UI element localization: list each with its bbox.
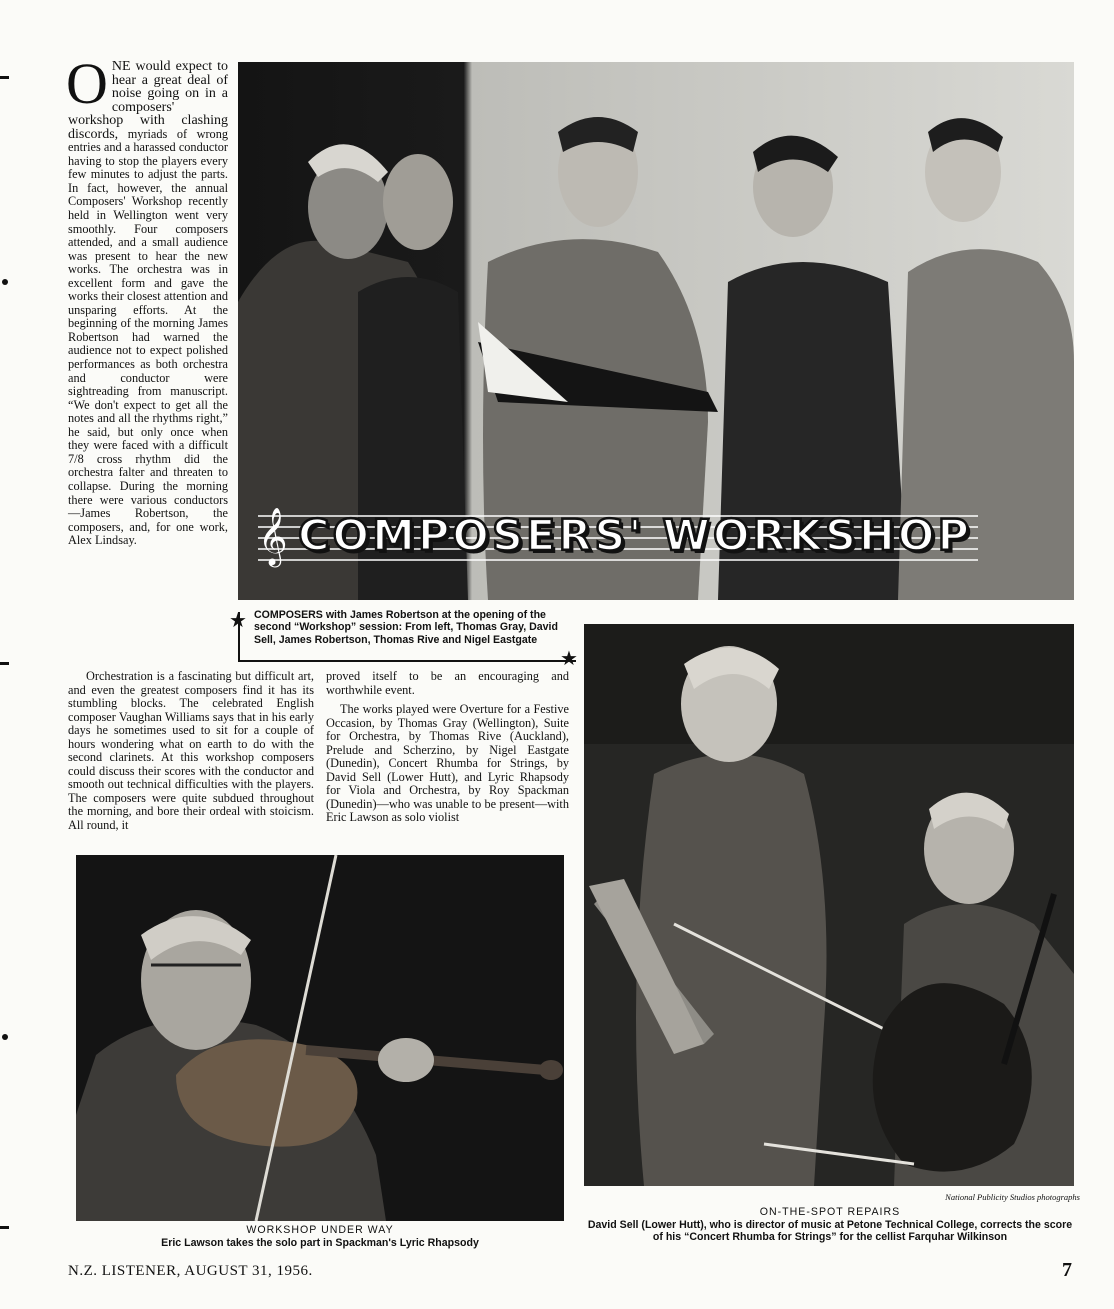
caption-text: Eric Lawson takes the solo part in Spackman's Lyric Rhapsody — [161, 1236, 479, 1249]
star-icon: ★ — [229, 608, 247, 632]
drop-cap: O — [66, 51, 108, 116]
body-paragraph: Orchestration is a fascinating but difficult art, and even the greatest composers find it has its stumbling blocks. The celebrated English composer Vaughan Williams says that in his early days he sometimes used to sit for a couple of hours wondering what on earth to do with the second clarinets. At this workshop composers could discuss their scores with the conductor and smooth out technical difficulties with the players. The composers were quite subdued throughout the morning, and bore their ordeal with stoicism. All round, it — [68, 669, 314, 833]
headline: COMPOSERS' WORKSHOP — [298, 511, 972, 561]
margin-mark — [0, 76, 9, 79]
margin-mark — [2, 279, 8, 285]
margin-mark — [2, 1034, 8, 1040]
treble-clef-icon: 𝄞 — [258, 507, 288, 565]
body-paragraph: proved itself to be an encouraging and worthwhile event. — [326, 669, 569, 697]
body-paragraph: The works played were Overture for a Festive Occasion, by Thomas Gray (Wellington), Suite for Orchestra, by Thomas Rive (Auckland), Prelude and Scherzino, by Nigel Eastgate (Dunedin), Concert Rhumba for Strings, by David Sell (Lower Hutt), and Lyric Rhapsody for Viola and Orchestra, by Roy Spackman (Dunedin)—who was unable to be present—with Eric Lawson as solo violist — [326, 702, 569, 825]
intro-text: myriads of wrong entries and a harassed conductor having to stop the players every few minutes to adjust the parts. In fact, however, the annual Composers' Workshop recently held in Wellington went very smoothly. Four composers attended, and a small audience was present to hear the new works. The orchestra was in excellent form and gave the works their closest attention and unsparing efforts. At the beginning of the morning James Robertson had warned the audience not to expect polished performances as both orchestra and conductor were sightreading from manuscript. “We don't expect to get all the notes and all the rhythms right,” he said, but only once when they were faced with a difficult 7/8 cross rhythm did the orchestra falter and threaten to collapse. During the morning there were various conductors—James Robertson, the composers, and, for one work, Alex Lindsay. — [68, 126, 228, 548]
right-photo-caption — [584, 1206, 1076, 1244]
margin-mark — [0, 1226, 9, 1229]
intro-lead: NE would expect to hear a great deal of noise going on in a composers' workshop with clashing discords, — [68, 59, 228, 142]
star-icon: ★ — [560, 646, 578, 670]
margin-mark — [0, 662, 9, 665]
caption-title: WORKSHOP UNDER WAY — [246, 1224, 394, 1236]
top-photo-caption: COMPOSERS with James Robertson at the opening of the second “Workshop” session: From left, Thomas Gray, David Sell, James Robertson, Thomas Rive and Nigel Eastgate — [254, 609, 558, 646]
photo-credit: National Publicity Studios photographs — [945, 1192, 1080, 1202]
body-column-1 — [68, 670, 314, 833]
caption-title: ON-THE-SPOT REPAIRS — [759, 1206, 901, 1218]
publication-footer: N.Z. LISTENER, AUGUST 31, 1956. — [68, 1263, 313, 1279]
headline-banner — [258, 509, 978, 563]
intro-column — [66, 51, 228, 548]
cello-repairs-photo — [584, 624, 1074, 1186]
page-number: 7 — [1062, 1259, 1072, 1281]
caption-text: David Sell (Lower Hutt), who is director of music at Petone Technical College, corrects the score of his “Concert Rhumba for Strings” for the cellist Farquhar Wilkinson — [587, 1218, 1073, 1243]
violist-photo — [76, 855, 564, 1221]
body-column-2 — [326, 670, 569, 825]
left-photo-caption — [76, 1224, 564, 1249]
